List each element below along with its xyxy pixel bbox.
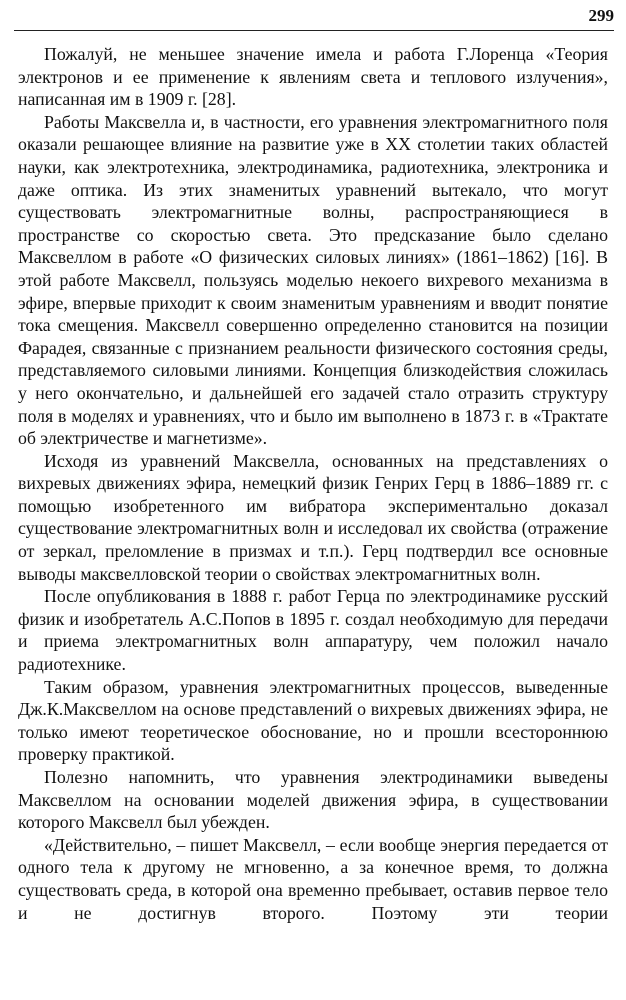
paragraph: Работы Максвелла и, в частности, его уравнения электромагнитного поля оказали решающее влияние на развитие уже в XX столетии таких областей науки, как электротехника, электродинамика, радиотехника, электроника и даже оптика. Из этих знаменитых уравнений вытекало, что могут существовать электромагнитные волны, распространяющиеся в пространстве со скоростью света. Это предсказание было сделано Максвеллом в работе «О физических силовых линиях» (1861–1862) [16]. В этой работе Максвелл, пользуясь моделью некоего вихревого механизма в эфире, впервые приходит к своим знаменитым уравнениям и вводит понятие тока смещения. Максвелл совершенно определенно становится на позиции Фарадея, связанные с признанием реальности физического состояния среды, представляемого силовыми линиями. Концепция близкодействия сложилась у него окончательно, и дальнейшей его задачей стало отразить структуру поля в моделях и уравнениях, что и было им выполнено в 1873 г. в «Трактате об электричестве и магнетизме».	[18, 111, 608, 449]
text-body	[18, 43, 608, 924]
header-rule	[14, 30, 614, 31]
paragraph: Пожалуй, не меньшее значение имела и работа Г.Лоренца «Теория электронов и ее применение к явлениям света и теплового излучения», написанная им в 1909 г. [28].	[18, 44, 608, 110]
paragraph: «Действительно, – пишет Максвелл, – если вообще энергия передается от одного тела к другому не мгновенно, а за конечное время, то должна существовать среда, в которой она временно пребывает, оставив первое тело и не достигнув второго. Поэтому эти теории	[18, 834, 608, 923]
page-number: 299	[588, 6, 614, 25]
paragraph: Исходя из уравнений Максвелла, основанных на представлениях о вихревых движениях эфира, немецкий физик Генрих Герц в 1886–1889 гг. с помощью изобретенного им вибратора экспериментально доказал существование электромагнитных волн и исследовал их свойства (отражение от зеркал, преломление в призмах и т.п.). Герц подтвердил все основные выводы максвелловской теории о свойствах электромагнитных волн.	[18, 450, 608, 584]
paragraph: Полезно напомнить, что уравнения электродинамики выведены Максвеллом на основании моделей движения эфира, в существовании которого Максвелл был убежден.	[18, 767, 608, 833]
paragraph: Таким образом, уравнения электромагнитных процессов, выведенные Дж.К.Максвеллом на основе представлений о вихревых движениях эфира, не только имеют теоретическое обоснование, но и прошли всестороннюю проверку практикой.	[18, 676, 608, 765]
paragraph: После опубликования в 1888 г. работ Герца по электродинамике русский физик и изобретатель А.С.Попов в 1895 г. создал необходимую для передачи и приема электромагнитных волн аппаратуру, чем положил начало радиотехнике.	[18, 586, 608, 675]
